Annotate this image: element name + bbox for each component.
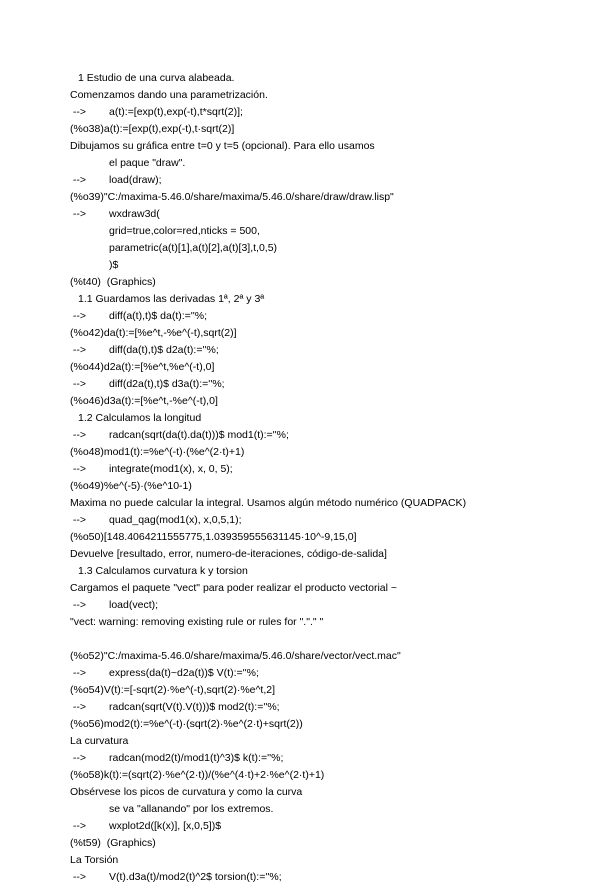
input-code[interactable]: radcan(sqrt(da(t).da(t)))$ mod1(t):=''%;	[109, 429, 289, 441]
comment-text: La curvatura	[70, 735, 129, 747]
output-line	[0, 682, 600, 699]
input-line	[0, 818, 600, 835]
blank-line	[0, 631, 600, 648]
section-heading: 1.1 Guardamos las derivadas 1ª, 2ª y 3ª	[78, 293, 265, 305]
input-prompt: -->	[70, 752, 87, 764]
output-result: (%t59) (Graphics)	[70, 837, 156, 849]
input-code[interactable]: diff(d2a(t),t)$ d3a(t):=''%;	[109, 378, 225, 390]
input-prompt: -->	[70, 820, 87, 832]
output-line	[0, 444, 600, 461]
input-prompt: -->	[70, 174, 87, 186]
input-line	[0, 665, 600, 682]
input-code[interactable]: radcan(mod2(t)/mod1(t)^3)$ k(t):=''%;	[109, 752, 284, 764]
output-result: (%o49)%e^(-5)·(%e^10-1)	[70, 480, 192, 492]
input-prompt: -->	[70, 701, 87, 713]
input-prompt: -->	[70, 106, 87, 118]
section-heading-line	[0, 70, 600, 87]
text-line	[0, 733, 600, 750]
input-line	[0, 461, 600, 478]
continuation-line	[0, 257, 600, 274]
input-code[interactable]: a(t):=[exp(t),exp(-t),t*sqrt(2)];	[109, 106, 243, 118]
section-heading: 1 Estudio de una curva alabeada.	[78, 72, 235, 84]
input-prompt: -->	[70, 310, 87, 322]
input-prompt: -->	[70, 378, 87, 390]
section-heading-line	[0, 410, 600, 427]
input-line	[0, 597, 600, 614]
comment-text: La Torsión	[70, 854, 119, 866]
input-prompt: -->	[70, 599, 87, 611]
output-line	[0, 121, 600, 138]
output-result: (%o58)k(t):=(sqrt(2)·%e^(2·t))/(%e^(4·t)+2·%e^(2·t)+1)	[70, 769, 325, 781]
output-result: (%o50)[148.4064211555775,1.039359555631145·10^-9,15,0]	[70, 531, 357, 543]
input-line	[0, 750, 600, 767]
continuation-line	[0, 155, 600, 172]
input-line	[0, 699, 600, 716]
input-prompt: -->	[70, 871, 87, 883]
input-code[interactable]: diff(a(t),t)$ da(t):=''%;	[109, 310, 208, 322]
comment-text: Maxima no puede calcular la integral. Usamos algún método numérico (QUADPACK)	[70, 497, 467, 509]
input-code[interactable]: diff(da(t),t)$ d2a(t):=''%;	[109, 344, 219, 356]
input-line	[0, 427, 600, 444]
output-result: (%o52)"C:/maxima-5.46.0/share/maxima/5.46.0/share/vector/vect.mac"	[70, 650, 401, 662]
input-code[interactable]: load(draw);	[109, 174, 162, 186]
section-heading: 1.2 Calculamos la longitud	[78, 412, 202, 424]
continuation-text: se va "allanando" por los extremos.	[109, 803, 274, 815]
input-prompt: -->	[70, 429, 87, 441]
input-code[interactable]: V(t).d3a(t)/mod2(t)^2$ torsion(t):=''%;	[109, 871, 282, 883]
input-line	[0, 104, 600, 121]
input-line	[0, 512, 600, 529]
input-code[interactable]: express(da(t)~d2a(t))$ V(t):=''%;	[109, 667, 259, 679]
input-prompt: -->	[70, 667, 87, 679]
input-code[interactable]: radcan(sqrt(V(t).V(t)))$ mod2(t):=''%;	[109, 701, 280, 713]
output-result: (%o44)d2a(t):=[%e^t,%e^(-t),0]	[70, 361, 215, 373]
section-heading-line	[0, 563, 600, 580]
output-result: (%o54)V(t):=[-sqrt(2)·%e^(-t),sqrt(2)·%e^t,2]	[70, 684, 276, 696]
output-line	[0, 189, 600, 206]
output-result: (%t40) (Graphics)	[70, 276, 156, 288]
input-prompt: -->	[70, 514, 87, 526]
comment-text: Dibujamos su gráfica entre t=0 y t=5 (opcional). Para ello usamos	[70, 140, 375, 152]
output-line	[0, 478, 600, 495]
continuation-text: el paque "draw".	[109, 157, 186, 169]
continuation-line	[0, 223, 600, 240]
input-code[interactable]: integrate(mod1(x), x, 0, 5);	[109, 463, 233, 475]
output-line	[0, 716, 600, 733]
input-line	[0, 869, 600, 886]
output-line	[0, 529, 600, 546]
input-prompt: -->	[70, 463, 87, 475]
text-line	[0, 495, 600, 512]
comment-text: Comenzamos dando una parametrización.	[70, 89, 268, 101]
text-line	[0, 138, 600, 155]
output-line	[0, 325, 600, 342]
input-prompt: -->	[70, 344, 87, 356]
text-line	[0, 784, 600, 801]
output-line	[0, 648, 600, 665]
input-code[interactable]: wxplot2d([k(x)], [x,0,5])$	[109, 820, 222, 832]
output-result: (%o48)mod1(t):=%e^(-t)·(%e^(2·t)+1)	[70, 446, 245, 458]
section-heading: 1.3 Calculamos curvatura k y torsion	[78, 565, 248, 577]
output-result: (%o39)"C:/maxima-5.46.0/share/maxima/5.46.0/share/draw/draw.lisp"	[70, 191, 394, 203]
continuation-text: )$	[109, 259, 119, 271]
continuation-text: grid=true,color=red,nticks = 500,	[109, 225, 260, 237]
comment-text: Obsérvese los picos de curvatura y como la curva	[70, 786, 303, 798]
output-line	[0, 359, 600, 376]
comment-text: Devuelve [resultado, error, numero-de-iteraciones, código-de-salida]	[70, 548, 387, 560]
input-line	[0, 172, 600, 189]
output-result: "vect: warning: removing existing rule or rules for "."." "	[70, 616, 324, 628]
input-line	[0, 308, 600, 325]
output-result: (%o42)da(t):=[%e^t,-%e^(-t),sqrt(2)]	[70, 327, 237, 339]
text-line	[0, 546, 600, 563]
input-prompt: -->	[70, 208, 87, 220]
maxima-document	[0, 70, 600, 886]
output-result: (%o38)a(t):=[exp(t),exp(-t),t·sqrt(2)]	[70, 123, 235, 135]
input-line	[0, 206, 600, 223]
output-result: (%o56)mod2(t):=%e^(-t)·(sqrt(2)·%e^(2·t)+sqrt(2))	[70, 718, 303, 730]
output-line	[0, 835, 600, 852]
text-line	[0, 852, 600, 869]
continuation-line	[0, 801, 600, 818]
input-code[interactable]: load(vect);	[109, 599, 159, 611]
output-result: (%o46)d3a(t):=[%e^t,-%e^(-t),0]	[70, 395, 218, 407]
input-code[interactable]: wxdraw3d(	[109, 208, 160, 220]
input-code[interactable]: quad_qag(mod1(x), x,0,5,1);	[109, 514, 242, 526]
input-line	[0, 342, 600, 359]
text-line	[0, 87, 600, 104]
text-line	[0, 580, 600, 597]
continuation-line	[0, 240, 600, 257]
output-line	[0, 614, 600, 631]
section-heading-line	[0, 291, 600, 308]
input-line	[0, 376, 600, 393]
output-line	[0, 767, 600, 784]
output-line	[0, 274, 600, 291]
output-line	[0, 393, 600, 410]
continuation-text: parametric(a(t)[1],a(t)[2],a(t)[3],t,0,5)	[109, 242, 278, 254]
comment-text: Cargamos el paquete "vect" para poder realizar el producto vectorial ~	[70, 582, 398, 594]
